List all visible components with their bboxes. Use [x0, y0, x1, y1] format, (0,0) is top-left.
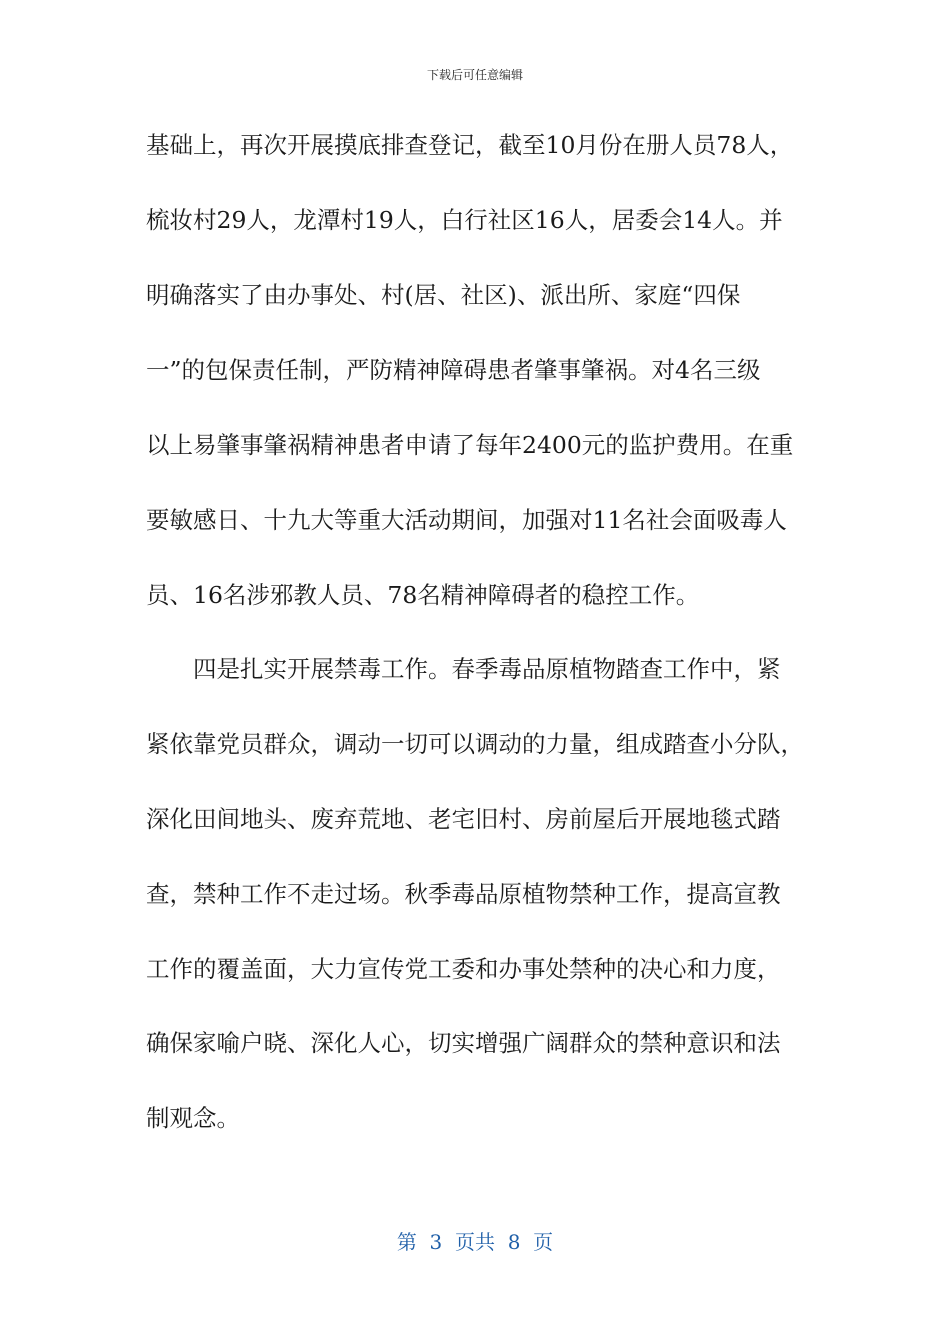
text-line: 查，禁种工作不走过场。秋季毒品原植物禁种工作，提高宣教	[146, 880, 781, 908]
text-line: 要敏感日、十九大等重大活动期间，加强对11名社会面吸毒人	[146, 506, 787, 534]
text-line: 梳妆村29人，龙潭村19人，白行社区16人，居委会14人。并	[146, 206, 783, 234]
download-note: 下载后可任意编辑	[426, 68, 523, 82]
text-line: 明确落实了由办事处、村(居、社区)、派出所、家庭“四保	[146, 281, 741, 309]
text-line: 四是扎实开展禁毒工作。春季毒品原植物踏查工作中，紧	[146, 655, 781, 683]
text-line: 确保家喻户晓、深化人心，切实增强广阔群众的禁种意识和法	[146, 1029, 781, 1057]
text-line: 工作的覆盖面，大力宣传党工委和办事处禁种的决心和力度，	[146, 955, 781, 983]
text-line: 员、16名涉邪教人员、78名精神障碍者的稳控工作。	[146, 581, 700, 609]
text-line: 基础上，再次开展摸底排查登记，截至10月份在册人员78人，	[146, 131, 794, 159]
text-line: 紧依靠党员群众，调动一切可以调动的力量，组成踏查小分队，	[146, 730, 804, 758]
text-line: 以上易肇事肇祸精神患者申请了每年2400元的监护费用。在重	[146, 431, 794, 459]
text-line: 制观念。	[146, 1104, 240, 1132]
page-number: 第 3 页共 8 页	[396, 1230, 554, 1254]
text-line: 一”的包保责任制，严防精神障碍患者肇事肇祸。对4名三级	[146, 356, 761, 384]
text-line: 深化田间地头、废弃荒地、老宅旧村、房前屋后开展地毯式踏	[146, 805, 781, 833]
